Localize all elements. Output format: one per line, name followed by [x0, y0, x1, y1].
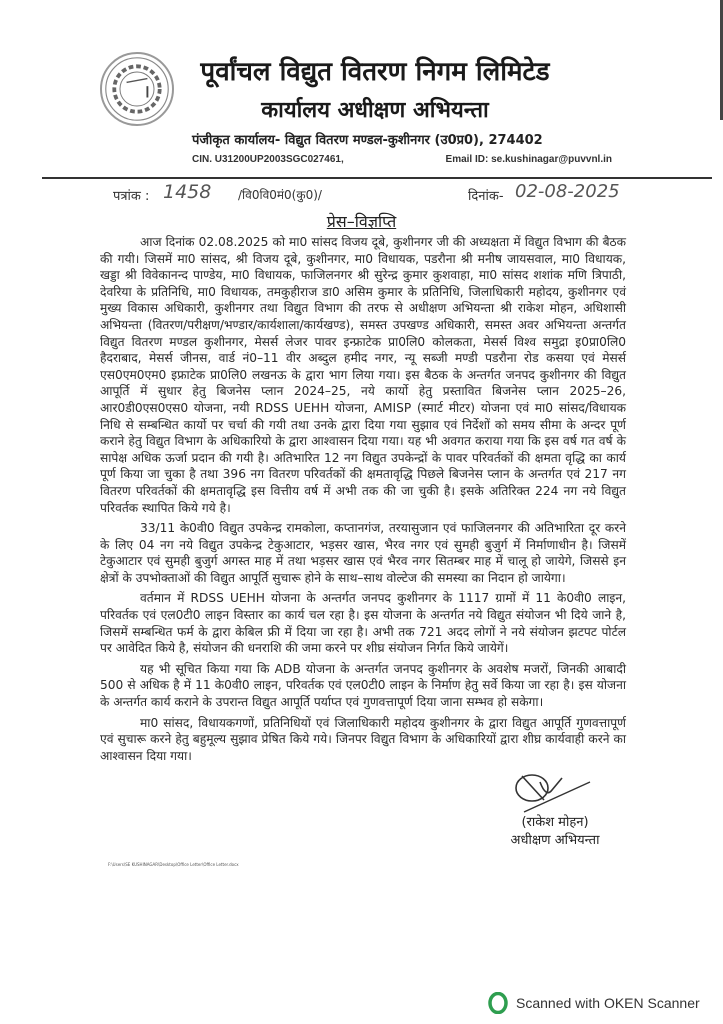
- reference-code: /वि0वि0मं0(कु0)/: [238, 188, 322, 202]
- paragraph: आज दिनांक 02.08.2025 को मा0 सांसद विजय दूबे, कुशीनगर जी की अध्यक्षता में विद्युत विभाग की बैठक की गयी। जिसमें मा0 सांसद, श्री विजय दूबे, कुशीनगर, मा0 विधायक, पडरौना श्री मनीष जायसवाल, मा0 विधायक, खड्डा श्री विवेकानन्द पाण्डेय, मा0 विधायक, फाजिलनगर श्री सुरेन्द्र कुमार कुशवाहा, मा0 सांसद शशांक मणि त्रिपाठी, देवरिया के प्रतिनिधि, मा0 विधायक, तमकुहीराज डा0 असिम कुमार के प्रतिनिधि, जिलाधिकारी महोदय, कुशीनगर एवं मुख्य विकास अधिकारी, कुशीनगर तथा विद्युत विभाग की तरफ से अधीक्षण अभियन्ता श्री राकेश मोहन, अधिशासी अभियन्ता (वितरण/परीक्षण/भण्डार/कार्यशाला/कार्यखण्ड), समस्त उपखण्ड अधिकारी, समस्त अवर अभियन्ता अन्तर्गत विद्युत वितरण मण्डल कुशीनगर, मेसर्स लेजर पावर इन्फ्राटेक प्रा0लि0 कोलकता, मेसर्स विश्व समुद्रा इ0प्रा0लि0 हैदराबाद, मेसर्स जीनस, वार्ड नं0–11 वीर अब्दुल हमीद नगर, न्यू सब्जी मण्डी पडरौना रोड कसया एवं मेसर्स एस0एम0एम0 इफ्राटेक प्रा0लि0 लखनऊ के द्वारा भाग लिया गया। इस बैठक के अन्तर्गत जनपद कुशीनगर की विद्युत आपूर्ति में सुधार हेतु बिजनेस प्लान 2024–25, नये कार्यो हेतु प्रस्तावित बिजनेस प्लान 2025–26, आर0डी0एस0एस0 योजना, नयी RDSS UEHH योजना, AMISP (स्मार्ट मीटर) योजना एवं मा0 सांसद/विधायक निधि से सम्बन्धित कार्यो पर चर्चा की गयी तथा उनके द्वारा दिया गया सुझाव एवं निर्देशों को समय सीमा के अन्दर पूर्ण कराने हेतु विद्युत विभाग के अधिकारियो के द्वारा आश्वासन दिया गया। यह भी अवगत कराया गया कि इस वर्ष गत वर्ष के सापेक्ष अधिक ऊर्जा प्रदान की गयी है। अतिभारित 12 नग विद्युत उपकेन्द्रों के पावर परिवर्तकों की क्षमता वृद्धि का कार्य पूर्ण किया जा चुका है तथा 396 नग वितरण परिवर्तकों की क्षमतावृद्धि पिछले बिजनेस प्लान के अन्तर्गत एवं 217 नग वितरण परिवर्तकों की क्षमतावृद्धि इस वित्तीय वर्ष में अभी तक की जा चुकी है। इसके अतिरिक्त 224 नग नये विद्युत परिवर्तक स्थापित किये गये है।: [100, 235, 626, 515]
- date-label: दिनांक-: [468, 189, 504, 204]
- reference-row: [113, 181, 623, 205]
- organization-name: पूर्वांचल विद्युत वितरण निगम लिमिटेड: [200, 57, 550, 87]
- gear-emblem-icon: [100, 52, 174, 126]
- oken-scanner-logo-icon: [488, 992, 508, 1014]
- date-value: 02-08-2025: [515, 181, 620, 202]
- paragraph: यह भी सूचित किया गया कि ADB योजना के अन्तर्गत जनपद कुशीनगर के अवशेष मजरों, जिनकी आबादी 500 से अधिक है में 11 के0वी0 लाइन, परिवर्तक एवं एल0टी0 लाइन के निर्माण हेतु सर्वे किया जा रहा है। इस योजना के अन्तर्गत कार्य कराने के उपरान्त विद्युत आपूर्ति पर्याप्त एवं गुणवत्तापूर्ण दिया जाना सम्भव हो सकेगा।: [100, 661, 626, 710]
- signer-designation: अधीक्षण अभियन्ता: [510, 833, 600, 849]
- signature-block: [480, 770, 630, 850]
- header-divider: [42, 177, 712, 179]
- press-release-title: [0, 210, 723, 232]
- document-flow: [100, 234, 626, 867]
- paragraph: मा0 सांसद, विधायकगणों, प्रतिनिधियों एवं जिलाधिकारी महोदय कुशीनगर के द्वारा विद्युत आपूर्ति गुणवत्तापूर्ण एवं सुचारू करने हेतु बहुमूल्य सुझाव प्रेषित किये गये। जिनपर विद्युत विभाग के अधिकारियों द्वारा शीघ्र कार्यवाही करने का आश्वासन दिया गया।: [100, 715, 626, 763]
- scanner-text: Scanned with OKEN Scanner: [516, 995, 700, 1011]
- signer-name: (राकेश मोहन): [521, 815, 589, 831]
- paragraph: 33/11 के0वी0 विद्युत उपकेन्द्र रामकोला, कप्तानगंज, तरयासुजान एवं फाजिलनगर की अतिभारिता दूर करने के लिए 04 नग नये विद्युत उपकेन्द्र टेकुआटार, भड़सर खास, भैरव नगर एवं सुमही बुजुर्ग में निर्माणाधीन है। जिसमें टेकुआटार एवं सुमही बुजुर्ग अगस्त माह में तथा भड़सर खास एवं भैरव नगर सितम्बर माह में चालू हो जायेगे, जिससे इन क्षेत्रों के उपभोक्ताओं की विद्युत आपूर्ति सुचारू होने के साथ–साथ वोल्टेज की समस्या का निदान हो जायेगा।: [100, 521, 626, 585]
- press-release-title-text: प्रेस–विज्ञप्ति: [326, 212, 397, 231]
- office-address: पंजीकृत कार्यालय- विद्युत वितरण मण्डल-कुशीनगर (उ0प्र0), 274402: [192, 133, 543, 148]
- signature-mark-icon: [510, 770, 600, 814]
- file-path: F:\Users\SE KUSHINAGAR\Desktop\Office Letter\Office Letter.docx: [108, 862, 239, 868]
- paragraph: वर्तमान में RDSS UEHH योजना के अन्तर्गत जनपद कुशीनगर के 1117 ग्रामों में 11 के0वी0 लाइन, परिवर्तक एवं एल0टी0 लाइन विस्तार का कार्य चल रहा है। इस योजना के अन्तर्गत नये विद्युत संयोजन भी दिये जाने है, जिसमें सम्बन्धित फर्म के द्वारा केबिल फ्री में दिया जा रहा है। अभी तक 721 अदद लोगों ने नये संयोजन झटपट पोर्टल पर आवेदित किये है, संयोजन की धनराशि की जमा करने पर शीघ्र संयोजन निर्गत किये जायेगें।: [100, 591, 626, 656]
- office-name: कार्यालय अधीक्षण अभियन्ता: [261, 98, 489, 123]
- cin-number: CIN. U31200UP2003SGC027461,: [192, 154, 344, 165]
- scanner-watermark: [488, 992, 700, 1014]
- reference-number: 1458: [163, 181, 212, 203]
- reference-label: पत्रांक :: [113, 189, 150, 204]
- cin-email-row: [192, 154, 612, 165]
- document-body: [100, 234, 626, 764]
- email-id: Email ID: se.kushinagar@puvvnl.in: [445, 154, 612, 165]
